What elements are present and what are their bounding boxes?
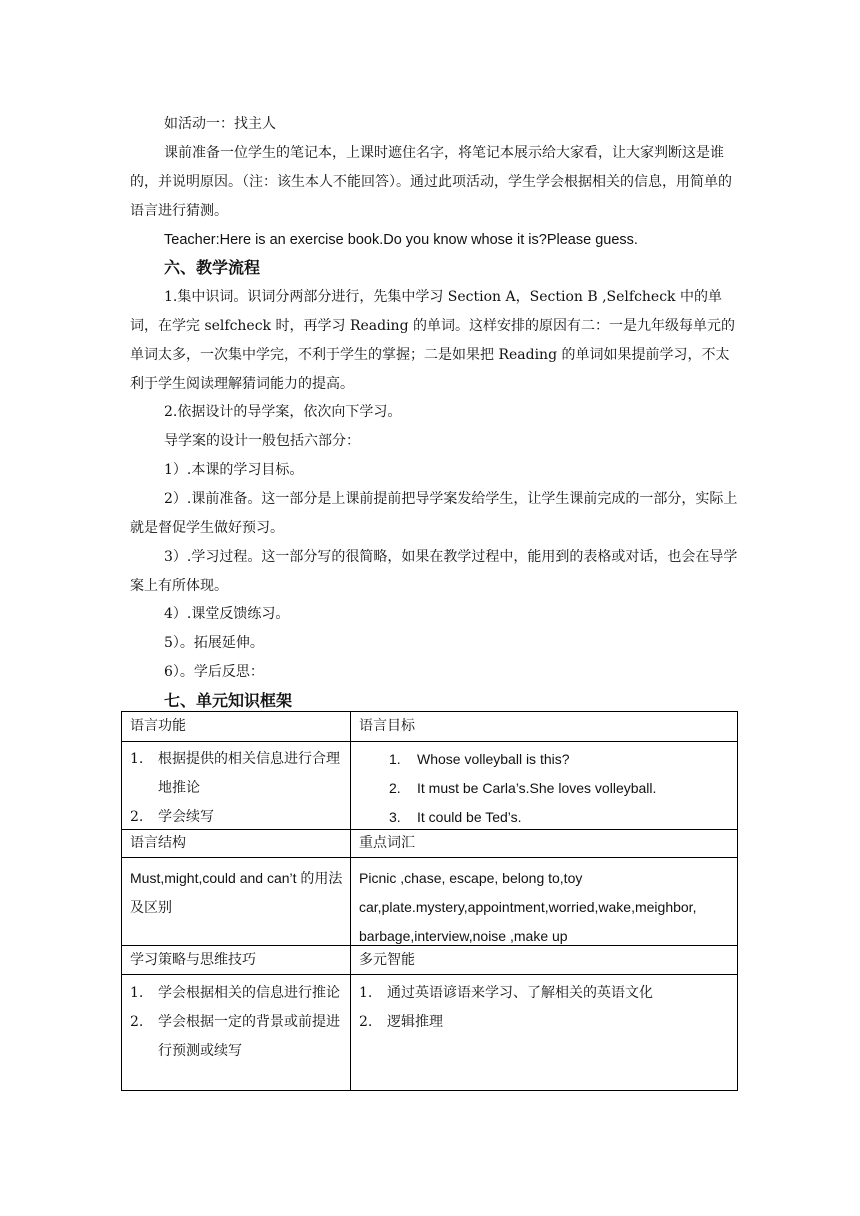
- paragraph-2: 2.依据设计的导学案，依次向下学习。: [164, 404, 402, 420]
- activity1-body: 课前准备一位学生的笔记本，上课时遮住名字，将笔记本展示给大家看，让大家判断这是谁的，并说明原因。（注：该生本人不能回答）。通过此项活动，学生学会根据相关的信息，用简单的语言进行猜测。: [130, 145, 732, 219]
- list-item: [359, 979, 729, 1008]
- strategy-list: [130, 979, 342, 1066]
- table-divider: [122, 974, 737, 975]
- teacher-line: Teacher:Here is an exercise book.Do you know whose it is?Please guess.: [164, 232, 638, 248]
- list-item: [359, 803, 729, 832]
- paragraph-1: 1.集中识词。识词分两部分进行，先集中学习 Section A，Section B ,Selfcheck 中的单词，在学完 selfcheck 时，再学习 Reading 的单词。这样安排的原因有二：一是九年级每单元的单词太多，一次集中学完，不利于学生的掌握；二是如果把 Reading 的单词如果提前学习，不太利于学生阅读理解猜词能力的提高。: [130, 289, 735, 392]
- list-item-2: 2）.课前准备。这一部分是上课前提前把导学案发给学生，让学生课前完成的一部分，实际上就是督促学生做好预习。: [130, 491, 738, 536]
- list-text: 学会根据相关的信息进行推论: [158, 985, 340, 1001]
- list-item: [130, 979, 342, 1008]
- goal-list: [359, 745, 729, 832]
- list-number: 1.: [389, 751, 401, 767]
- knowledge-framework-table: [121, 711, 738, 1091]
- section7-heading: 七、单元知识框架: [164, 691, 293, 710]
- table-header-learning-strategy: 学习策略与思维技巧: [130, 952, 256, 968]
- list-number: 2.: [130, 809, 144, 825]
- list-item: [130, 803, 342, 832]
- multiple-intelligence-list: [359, 979, 729, 1037]
- list-number: 2.: [359, 1014, 373, 1030]
- list-text: 逻辑推理: [387, 1014, 443, 1030]
- list-item-5: 5）。拓展延伸。: [164, 635, 264, 651]
- list-number: 1.: [130, 751, 144, 767]
- list-text: It must be Carla’s.She loves volleyball.: [417, 780, 657, 796]
- list-item: [359, 1008, 729, 1037]
- table-divider-vertical: [350, 712, 351, 1090]
- structure-text: Must,might,could and can’t 的用法及区别: [130, 870, 343, 915]
- list-item-6: 6）。学后反思：: [164, 664, 264, 680]
- list-item-1: 1）.本课的学习目标。: [164, 462, 304, 478]
- paragraph-3: 导学案的设计一般包括六部分：: [164, 433, 360, 449]
- list-number: 2.: [130, 1014, 144, 1030]
- list-item-4: 4）.课堂反馈练习。: [164, 606, 290, 622]
- list-number: 1.: [359, 985, 373, 1001]
- table-divider: [122, 741, 737, 742]
- list-item-3: 3）.学习过程。这一部分写的很简略，如果在教学过程中，能用到的表格或对话，也会在导学案上有所体现。: [130, 549, 738, 594]
- function-list: [130, 745, 342, 832]
- table-header-key-vocabulary: 重点词汇: [359, 835, 415, 851]
- list-text: 根据提供的相关信息进行合理地推论: [158, 751, 340, 796]
- table-header-language-structure: 语言结构: [130, 835, 186, 851]
- activity1-title: 如活动一：找主人: [164, 116, 276, 132]
- list-item: [130, 745, 342, 803]
- list-item: [359, 745, 729, 774]
- table-header-language-goal: 语言目标: [359, 718, 415, 734]
- table-header-language-function: 语言功能: [130, 718, 186, 734]
- list-number: 2.: [389, 780, 401, 796]
- list-text: It could be Ted’s.: [417, 809, 522, 825]
- section6-heading: 六、教学流程: [164, 258, 261, 277]
- list-item: [130, 1008, 342, 1066]
- table-header-multiple-intelligences: 多元智能: [359, 952, 415, 968]
- list-item: [359, 774, 729, 803]
- table-divider: [122, 857, 737, 858]
- list-text: 学会根据一定的背景或前提进行预测或续写: [158, 1014, 340, 1059]
- list-number: 3.: [389, 809, 401, 825]
- list-text: 通过英语谚语来学习、了解相关的英语文化: [387, 985, 653, 1001]
- list-number: 1.: [130, 985, 144, 1001]
- vocabulary-text: Picnic ,chase, escape, belong to,toy car,plate.mystery,appointment,worried,wake,meighbor, barbage,interview,noise ,make up: [359, 870, 697, 944]
- list-text: Whose volleyball is this?: [417, 751, 570, 767]
- list-text: 学会续写: [158, 809, 214, 825]
